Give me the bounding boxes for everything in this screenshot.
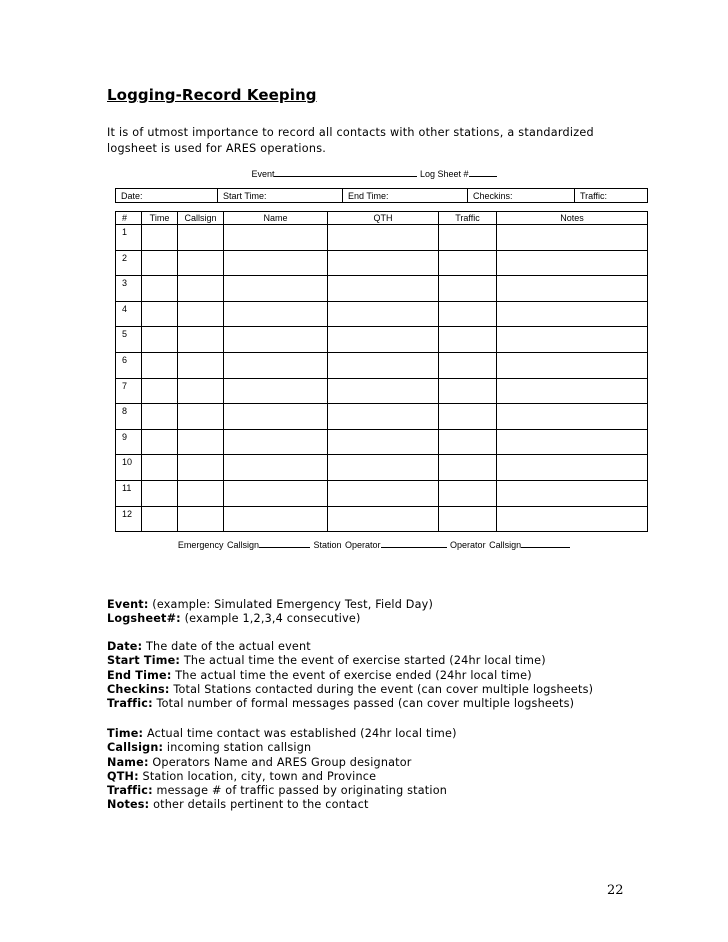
definition-text: message # of traffic passed by originating station bbox=[152, 784, 448, 798]
definition-text: Actual time contact was established (24hr local time) bbox=[143, 727, 457, 740]
row-notes-cell bbox=[497, 455, 648, 481]
header-cell-start-time: Start Time: bbox=[218, 189, 343, 203]
row-number: 6 bbox=[116, 352, 142, 378]
row-qth-cell bbox=[328, 327, 439, 353]
definition-text: The date of the actual event bbox=[142, 640, 311, 653]
row-notes-cell bbox=[497, 327, 648, 353]
page-number: 22 bbox=[607, 883, 624, 898]
definition-text: (example: Simulated Emergency Test, Field Day) bbox=[148, 598, 434, 611]
definition-text: The actual time the event of exercise started (24hr local time) bbox=[180, 654, 546, 668]
row-traffic-cell bbox=[439, 480, 497, 506]
row-traffic-cell bbox=[439, 225, 497, 251]
log-row bbox=[116, 250, 648, 276]
log-row bbox=[116, 225, 648, 251]
row-number: 5 bbox=[116, 327, 142, 353]
row-callsign-cell bbox=[178, 480, 224, 506]
log-row bbox=[116, 301, 648, 327]
row-qth-cell bbox=[328, 480, 439, 506]
row-qth-cell bbox=[328, 225, 439, 251]
row-callsign-cell bbox=[178, 506, 224, 532]
operator-callsign-blank bbox=[521, 539, 570, 548]
row-name-cell bbox=[224, 225, 328, 251]
row-callsign-cell bbox=[178, 250, 224, 276]
col-header-name: Name bbox=[224, 212, 328, 225]
row-time-cell bbox=[142, 327, 178, 353]
row-qth-cell bbox=[328, 378, 439, 404]
signature-line bbox=[0, 539, 728, 550]
definition-line bbox=[107, 654, 647, 668]
row-callsign-cell bbox=[178, 404, 224, 430]
row-name-cell bbox=[224, 327, 328, 353]
row-number: 4 bbox=[116, 301, 142, 327]
row-traffic-cell bbox=[439, 429, 497, 455]
row-notes-cell bbox=[497, 429, 648, 455]
header-cell-end-time: End Time: bbox=[343, 189, 468, 203]
definitions-columns bbox=[107, 727, 647, 813]
definitions-header bbox=[107, 640, 647, 711]
col-header-number: # bbox=[116, 212, 142, 225]
row-name-cell bbox=[224, 276, 328, 302]
definition-line bbox=[107, 727, 647, 741]
definition-text: The actual time the event of exercise ended (24hr local time) bbox=[171, 668, 532, 682]
row-number: 2 bbox=[116, 250, 142, 276]
row-traffic-cell bbox=[439, 506, 497, 532]
definition-term: Traffic: bbox=[107, 784, 153, 798]
row-number: 11 bbox=[116, 480, 142, 506]
row-qth-cell bbox=[328, 429, 439, 455]
definition-line bbox=[107, 770, 647, 784]
definition-term: Logsheet#: bbox=[107, 612, 181, 626]
definition-term: Checkins: bbox=[107, 682, 170, 696]
definition-line bbox=[107, 598, 647, 612]
row-name-cell bbox=[224, 352, 328, 378]
row-callsign-cell bbox=[178, 455, 224, 481]
col-header-notes: Notes bbox=[497, 212, 648, 225]
col-header-callsign: Callsign bbox=[178, 212, 224, 225]
row-name-cell bbox=[224, 429, 328, 455]
row-name-cell bbox=[224, 480, 328, 506]
row-qth-cell bbox=[328, 404, 439, 430]
row-time-cell bbox=[142, 301, 178, 327]
row-qth-cell bbox=[328, 301, 439, 327]
log-table-header-row bbox=[116, 212, 648, 225]
definition-term: Callsign: bbox=[107, 741, 164, 755]
definition-line bbox=[107, 798, 647, 812]
definition-term: Time: bbox=[107, 727, 144, 740]
row-name-cell bbox=[224, 455, 328, 481]
log-row bbox=[116, 352, 648, 378]
row-number: 9 bbox=[116, 429, 142, 455]
definition-term: QTH: bbox=[107, 769, 139, 783]
row-traffic-cell bbox=[439, 250, 497, 276]
operator-callsign-label: Operator Callsign bbox=[450, 540, 522, 550]
row-callsign-cell bbox=[178, 225, 224, 251]
col-header-traffic: Traffic bbox=[439, 212, 497, 225]
row-time-cell bbox=[142, 455, 178, 481]
row-time-cell bbox=[142, 480, 178, 506]
definition-text: Total number of formal messages passed (can cover multiple logsheets) bbox=[152, 697, 575, 711]
log-table bbox=[115, 211, 648, 532]
definition-line bbox=[107, 784, 647, 798]
row-time-cell bbox=[142, 506, 178, 532]
row-callsign-cell bbox=[178, 378, 224, 404]
row-traffic-cell bbox=[439, 327, 497, 353]
log-table-body bbox=[116, 225, 648, 532]
definition-line bbox=[107, 669, 647, 683]
row-number: 3 bbox=[116, 276, 142, 302]
row-qth-cell bbox=[328, 352, 439, 378]
station-operator-blank bbox=[381, 539, 447, 548]
definition-line bbox=[107, 612, 647, 626]
col-header-qth: QTH bbox=[328, 212, 439, 225]
logsheet-label: Log Sheet # bbox=[419, 169, 469, 179]
header-cell-traffic: Traffic: bbox=[575, 189, 648, 203]
log-row bbox=[116, 327, 648, 353]
log-row bbox=[116, 429, 648, 455]
definition-text: Station location, city, town and Province bbox=[138, 769, 377, 783]
emergency-callsign-label: Emergency Callsign bbox=[177, 540, 259, 550]
definition-text: (example 1,2,3,4 consecutive) bbox=[180, 612, 361, 626]
logsheet-header-table bbox=[115, 188, 648, 203]
log-row bbox=[116, 404, 648, 430]
row-notes-cell bbox=[497, 378, 648, 404]
row-notes-cell bbox=[497, 352, 648, 378]
row-number: 10 bbox=[116, 455, 142, 481]
emergency-callsign-blank bbox=[259, 539, 310, 548]
row-qth-cell bbox=[328, 455, 439, 481]
row-qth-cell bbox=[328, 276, 439, 302]
definition-line bbox=[107, 697, 647, 711]
definitions-logsheet bbox=[107, 598, 647, 627]
row-notes-cell bbox=[497, 301, 648, 327]
row-time-cell bbox=[142, 404, 178, 430]
definition-term: Traffic: bbox=[107, 697, 153, 711]
row-name-cell bbox=[224, 250, 328, 276]
row-traffic-cell bbox=[439, 352, 497, 378]
definition-term: Notes: bbox=[107, 798, 150, 812]
row-number: 1 bbox=[116, 225, 142, 251]
row-time-cell bbox=[142, 276, 178, 302]
definition-line bbox=[107, 683, 647, 697]
station-operator-label: Station Operator bbox=[313, 540, 381, 550]
definition-term: Date: bbox=[107, 640, 143, 653]
header-cell-checkins: Checkins: bbox=[468, 189, 575, 203]
row-name-cell bbox=[224, 404, 328, 430]
row-qth-cell bbox=[328, 250, 439, 276]
log-row bbox=[116, 455, 648, 481]
row-time-cell bbox=[142, 352, 178, 378]
log-row bbox=[116, 378, 648, 404]
definition-term: Start Time: bbox=[107, 654, 181, 668]
row-traffic-cell bbox=[439, 378, 497, 404]
log-row bbox=[116, 276, 648, 302]
row-notes-cell bbox=[497, 225, 648, 251]
row-number: 8 bbox=[116, 404, 142, 430]
row-traffic-cell bbox=[439, 455, 497, 481]
definition-text: Total Stations contacted during the event (can cover multiple logsheets) bbox=[169, 682, 594, 696]
event-label: Event bbox=[251, 169, 275, 179]
definition-term: End Time: bbox=[107, 668, 172, 682]
row-callsign-cell bbox=[178, 352, 224, 378]
row-callsign-cell bbox=[178, 327, 224, 353]
definition-term: Name: bbox=[107, 755, 149, 769]
definition-line bbox=[107, 640, 647, 654]
row-time-cell bbox=[142, 250, 178, 276]
log-row bbox=[116, 480, 648, 506]
row-time-cell bbox=[142, 225, 178, 251]
row-traffic-cell bbox=[439, 301, 497, 327]
row-qth-cell bbox=[328, 506, 439, 532]
row-number: 12 bbox=[116, 506, 142, 532]
row-callsign-cell bbox=[178, 276, 224, 302]
row-traffic-cell bbox=[439, 404, 497, 430]
row-name-cell bbox=[224, 378, 328, 404]
row-notes-cell bbox=[497, 480, 648, 506]
row-time-cell bbox=[142, 378, 178, 404]
definition-text: incoming station callsign bbox=[163, 741, 312, 755]
section-title: Logging-Record Keeping bbox=[107, 86, 317, 104]
row-name-cell bbox=[224, 301, 328, 327]
row-notes-cell bbox=[497, 506, 648, 532]
definition-text: Operators Name and ARES Group designator bbox=[148, 755, 412, 769]
log-row bbox=[116, 506, 648, 532]
header-cell-date: Date: bbox=[116, 189, 218, 203]
col-header-time: Time bbox=[142, 212, 178, 225]
definition-term: Event: bbox=[107, 598, 149, 611]
event-blank bbox=[274, 168, 417, 177]
row-time-cell bbox=[142, 429, 178, 455]
row-number: 7 bbox=[116, 378, 142, 404]
row-traffic-cell bbox=[439, 276, 497, 302]
definition-text: other details pertinent to the contact bbox=[149, 798, 369, 812]
row-notes-cell bbox=[497, 276, 648, 302]
definition-line bbox=[107, 756, 647, 770]
definition-line bbox=[107, 741, 647, 755]
row-callsign-cell bbox=[178, 429, 224, 455]
intro-paragraph: It is of utmost importance to record all contacts with other stations, a standardized logsheet is used for ARES operations. bbox=[107, 126, 594, 155]
row-notes-cell bbox=[497, 250, 648, 276]
logsheet-blank bbox=[469, 168, 497, 177]
event-line bbox=[0, 168, 728, 179]
row-notes-cell bbox=[497, 404, 648, 430]
row-callsign-cell bbox=[178, 301, 224, 327]
row-name-cell bbox=[224, 506, 328, 532]
